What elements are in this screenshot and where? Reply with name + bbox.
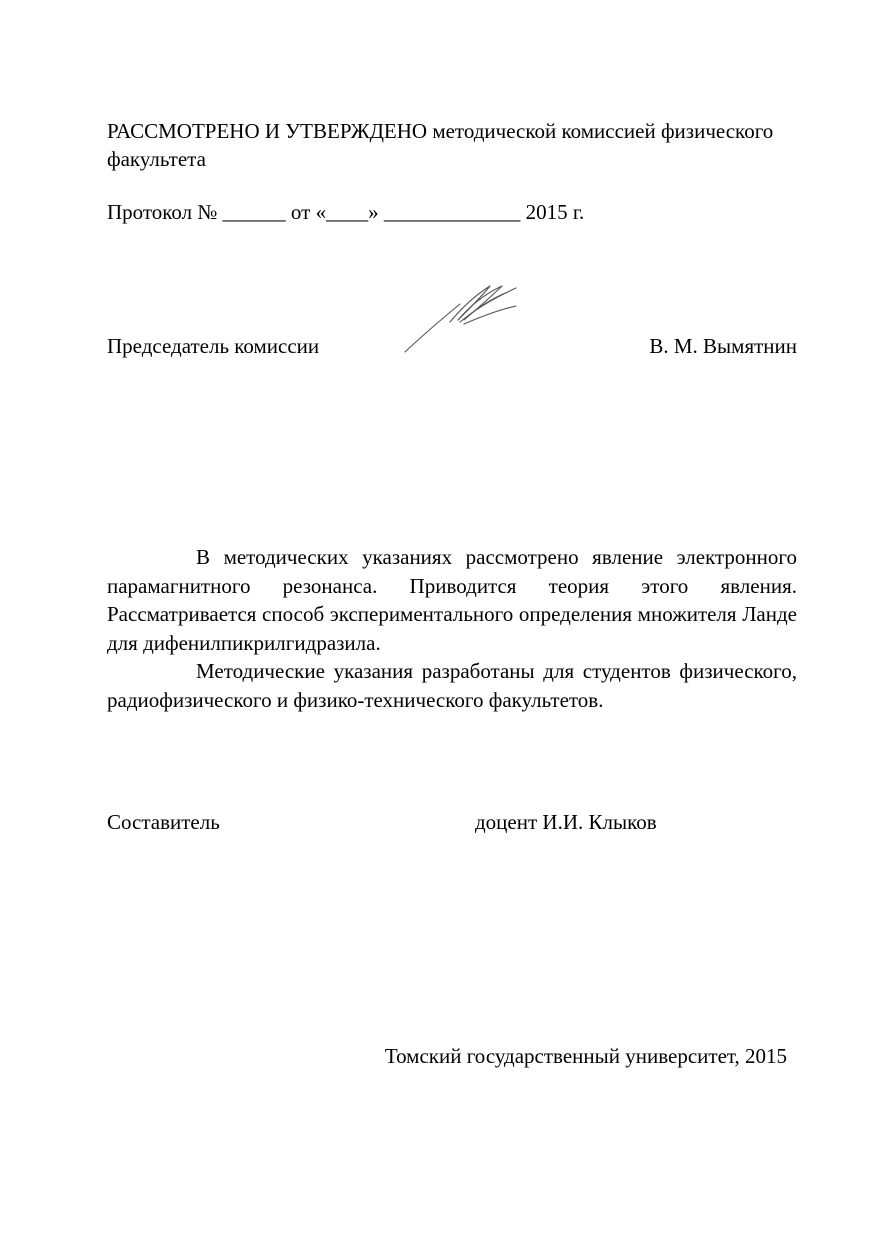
signature-icon — [398, 280, 523, 358]
compiler-label: Составитель — [107, 810, 220, 834]
approval-statement: РАССМОТРЕНО И УТВЕРЖДЕНО методической комиссией физического факультета — [107, 119, 774, 171]
abstract — [107, 543, 797, 714]
protocol-line: Протокол № ______ от «____» _____________ 2015 г. — [107, 200, 585, 224]
abstract-paragraph: Методические указания разработаны для студентов физического, радиофизического и физико-технического факультетов. — [107, 659, 797, 712]
compiler-name: доцент И.И. Клыков — [475, 810, 657, 834]
abstract-paragraph: В методических указаниях рассмотрено явление электронного парамагнитного резонанса. Приводится теория этого явления. Рассматривается способ экспериментального определения множителя Ланде для дифенилпикрилгидразила. — [107, 545, 797, 655]
chair-name: В. М. Вымятнин — [649, 334, 797, 358]
chair-label: Председатель комиссии — [107, 334, 320, 358]
footer-publisher: Томский государственный университет, 2015 — [384, 1044, 787, 1068]
